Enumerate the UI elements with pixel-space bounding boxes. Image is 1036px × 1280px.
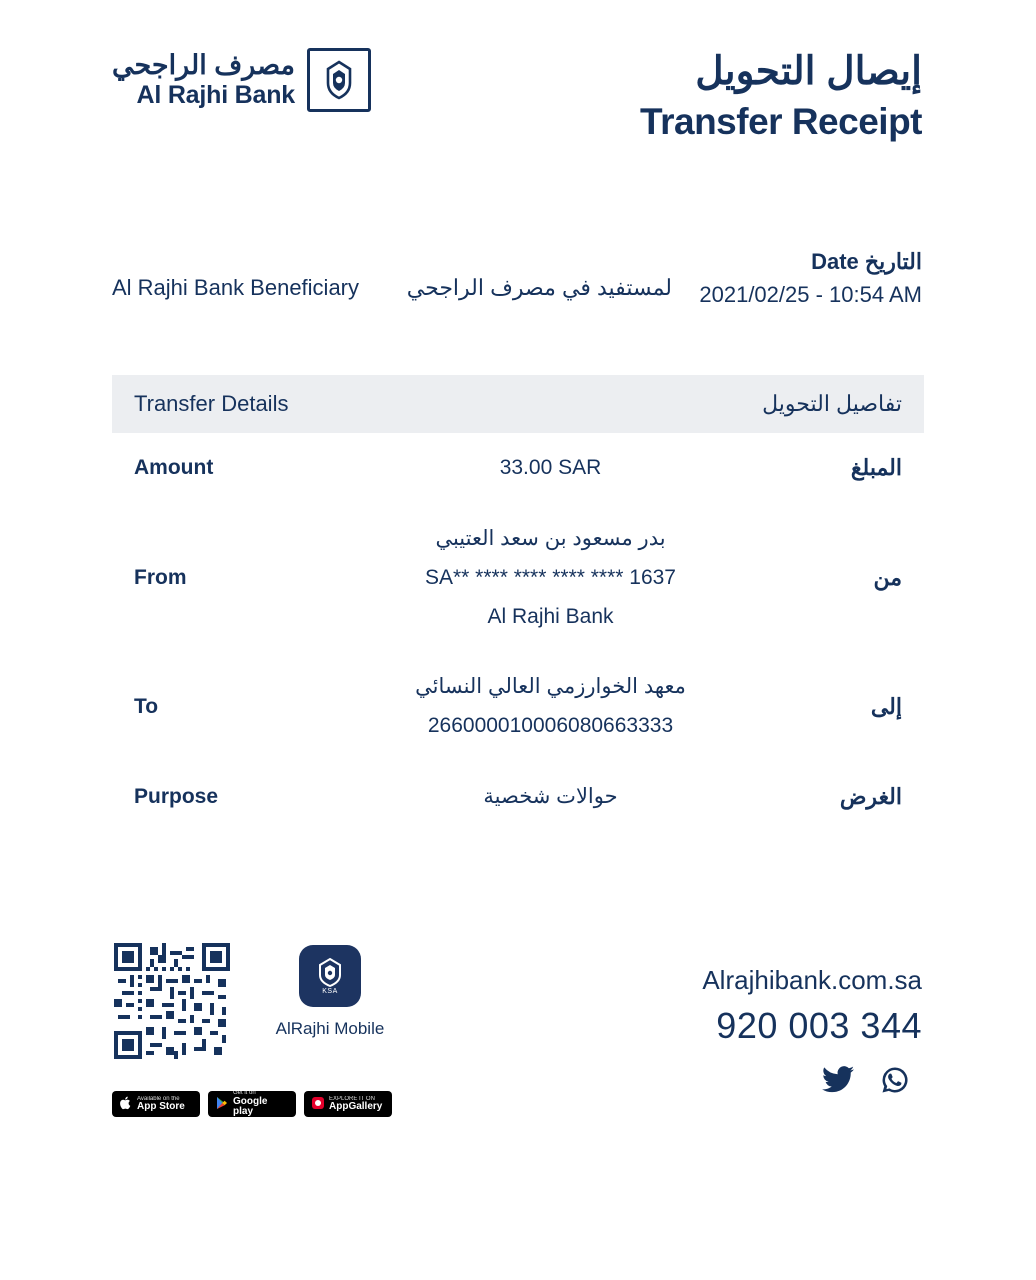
beneficiary-label-en: Al Rajhi Bank Beneficiary (112, 275, 360, 300)
bank-name-en: Al Rajhi Bank (136, 81, 296, 110)
alrajhi-mobile-app-icon[interactable] (299, 945, 361, 1007)
date-label-ar: التاريخ (864, 249, 922, 274)
row-label-ar: من (873, 565, 902, 591)
table-row (112, 433, 924, 504)
date-label-en: Date (811, 249, 859, 274)
app-store-badge-text (137, 1096, 185, 1113)
phone-number[interactable]: 920 003 344 (716, 1004, 922, 1046)
google-play-badge[interactable] (208, 1091, 296, 1117)
app-store-badge[interactable] (112, 1091, 200, 1117)
row-label-en: From (134, 566, 187, 590)
row-value (349, 668, 752, 746)
beneficiary-block (112, 275, 672, 301)
store-badges (112, 1091, 392, 1117)
appgallery-main: AppGallery (329, 1100, 383, 1112)
table-header-en: Transfer Details (134, 391, 289, 416)
receipt-meta (14, 245, 1022, 337)
app-icon-badge: KSA (322, 987, 338, 995)
bank-logo-text (112, 50, 295, 110)
row-label-ar: المبلغ (850, 455, 902, 481)
row-value-line: بدر مسعود بن سعد العتيبي (435, 526, 666, 550)
mobile-app-block (272, 945, 388, 1039)
row-label-en: To (134, 695, 159, 719)
date-block (699, 245, 922, 311)
website-link[interactable]: Alrajhibank.com.sa (702, 964, 922, 995)
page-title-ar: إيصال التحويل (695, 50, 922, 93)
table-header-ar: تفاصيل التحويل (762, 391, 902, 416)
receipt-page (14, 0, 1022, 1280)
receipt-header (14, 0, 1022, 190)
row-label-en: Amount (134, 456, 214, 480)
row-value-line: 33.00 SAR (499, 456, 602, 479)
appgallery-badge[interactable] (304, 1091, 392, 1117)
row-label-en: Purpose (134, 785, 219, 809)
whatsapp-icon[interactable] (880, 1065, 910, 1095)
row-value-line: حوالات شخصية (483, 785, 618, 809)
appgallery-icon (312, 1097, 324, 1111)
qr-code-icon (114, 943, 230, 1059)
bank-name-ar: مصرف الراجحي (112, 50, 296, 81)
transfer-details-table (112, 375, 924, 833)
beneficiary-label-ar: لمستفيد في مصرف الراجحي (406, 275, 672, 300)
twitter-icon[interactable] (822, 1066, 854, 1093)
row-label-ar: الغرض (839, 784, 902, 810)
table-row (112, 504, 924, 653)
contact-block (702, 961, 922, 1052)
table-header (112, 375, 924, 433)
app-name-label: AlRajhi Mobile (275, 1018, 385, 1038)
receipt-footer (14, 943, 1022, 1173)
app-store-main: App Store (137, 1100, 185, 1112)
google-play-badge-text (233, 1090, 288, 1117)
appgallery-sub: EXPLORE IT ON (329, 1095, 375, 1102)
app-store-sub: Available on the (137, 1095, 180, 1102)
table-row (112, 652, 924, 762)
date-label (699, 245, 922, 278)
row-value-line: 266000010006080663333 (427, 714, 674, 738)
page-title (640, 48, 922, 147)
row-value-line: Al Rajhi Bank (487, 604, 614, 628)
apple-icon (120, 1096, 132, 1112)
al-rajhi-logo-icon (307, 48, 371, 112)
google-play-icon (216, 1096, 228, 1112)
appgallery-badge-text (329, 1096, 382, 1113)
table-row (112, 762, 924, 833)
row-value-line: معهد الخوارزمي العالي النسائي (415, 675, 686, 699)
google-play-sub: Get it on (233, 1090, 256, 1097)
row-value (349, 778, 752, 817)
row-value-line: SA** **** **** **** **** 1637 (424, 565, 676, 589)
row-value (349, 449, 752, 488)
bank-logo (112, 48, 371, 112)
date-value: 2021/02/25 - 10:54 AM (699, 282, 922, 307)
page-title-en: Transfer Receipt (640, 100, 922, 142)
social-links (822, 1065, 910, 1095)
row-label-ar: إلى (870, 694, 902, 720)
row-value (349, 520, 752, 637)
google-play-main: Google play (233, 1095, 268, 1118)
